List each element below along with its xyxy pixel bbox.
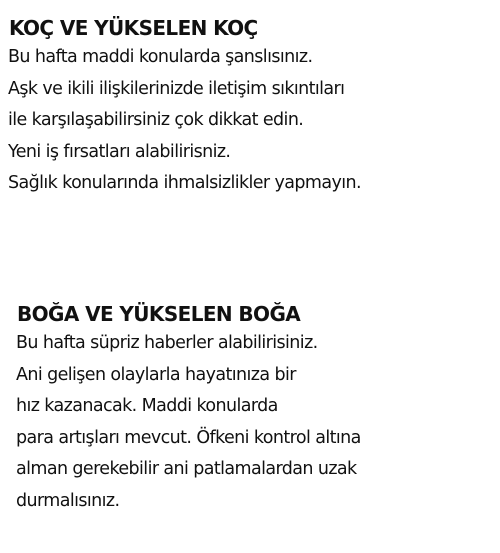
body-line: ile karşılaşabilirsiniz çok dikkat edin. [8,110,304,130]
section-heading: KOÇ VE YÜKSELEN KOÇ [9,16,258,40]
body-line: hız kazanacak. Maddi konularda [16,396,278,416]
body-line: Aşk ve ikili ilişkilerinizde iletişim sıkıntıları [8,78,345,99]
body-line: Bu hafta maddi konularda şanslısınız. [8,47,313,67]
body-line: Sağlık konularında ihmalsizlikler yapmayın. [8,173,361,193]
body-line: Yeni iş fırsatları alabilirisniz. [8,141,231,162]
section-koc [0,14,500,200]
section-boga [0,300,500,517]
body-line: para artışları mevcut. Öfkeni kontrol altına [16,427,361,448]
body-line: durmalısınız. [16,490,120,511]
body-line: Ani gelişen olaylarla hayatınıza bir [16,364,296,385]
body-line: Bu hafta süpriz haberler alabilirisiniz. [16,333,318,353]
section-heading: BOĞA VE YÜKSELEN BOĞA [17,302,301,326]
body-line: alman gerekebilir ani patlamalardan uzak [16,459,357,479]
